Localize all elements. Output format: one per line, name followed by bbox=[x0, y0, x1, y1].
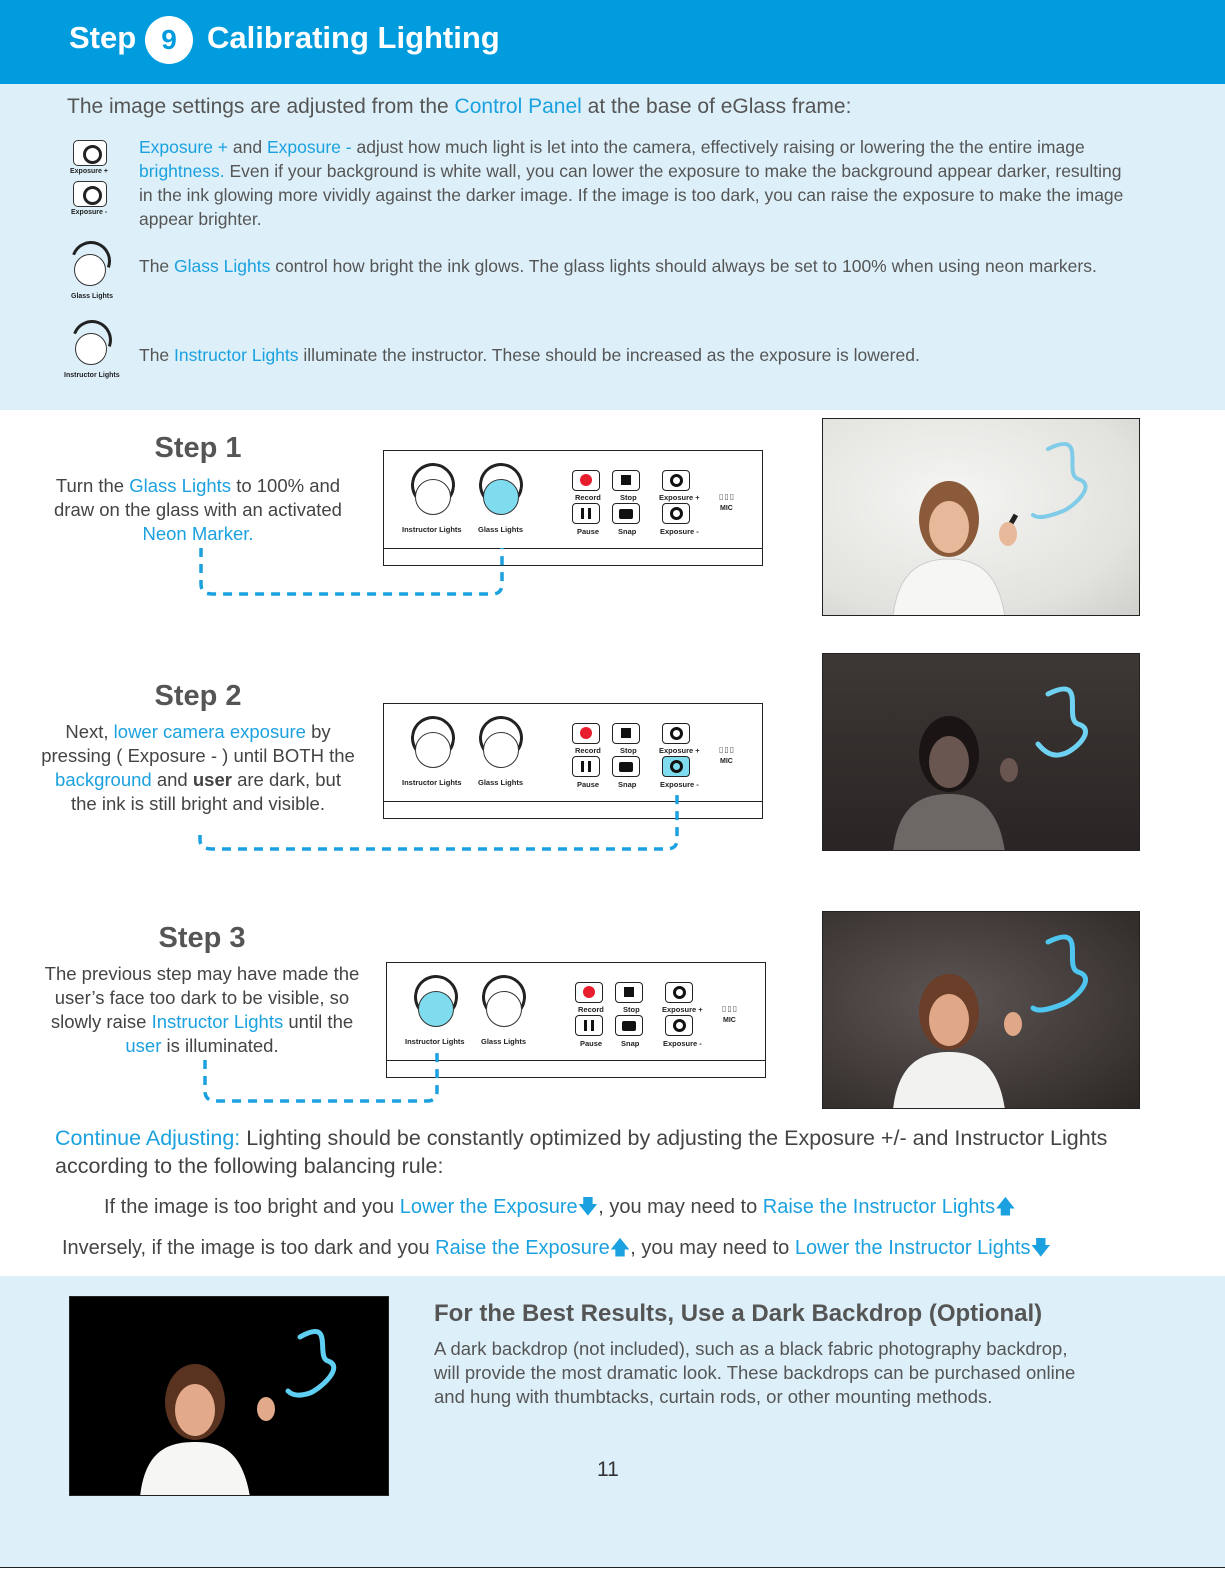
s2-kw-lower-exposure: lower camera exposure bbox=[113, 721, 306, 742]
header-step-word: Step bbox=[69, 20, 137, 55]
mic-label: MIC bbox=[720, 758, 733, 765]
kw-exposure-minus: Exposure - bbox=[266, 137, 352, 157]
backdrop-text: A dark backdrop (not included), such as a black fabric photography backdrop, will provide the most dramatic look. These backdrops can be purchased online and hung with thumbtacks, curtain rods, or other mounting methods. bbox=[434, 1338, 1076, 1407]
rule2-pre: Inversely, if the image is too dark and you bbox=[62, 1237, 430, 1259]
step-3-photo-illustration bbox=[823, 912, 1140, 1109]
instructor-pre: The bbox=[139, 345, 170, 365]
page-title: Calibrating Lighting bbox=[207, 20, 500, 55]
s1-kw-glass-lights: Glass Lights bbox=[129, 475, 232, 496]
step-3-connector bbox=[205, 1052, 437, 1101]
dark-backdrop-photo bbox=[69, 1296, 389, 1496]
exposure-text-1: adjust how much light is let into the camera, effectively raising or lowering the the entire image bbox=[356, 137, 1085, 157]
exposure-minus-label: Exposure - bbox=[660, 780, 699, 789]
rule-line-2 bbox=[62, 1233, 1051, 1267]
glass-lights-label: Glass Lights bbox=[478, 525, 524, 534]
intro-line-post: at the base of eGlass frame: bbox=[587, 95, 852, 118]
glass-pre: The bbox=[139, 256, 170, 276]
s3-kw-instructor-lights: Instructor Lights bbox=[151, 1011, 284, 1032]
mic-label: MIC bbox=[723, 1017, 736, 1024]
exposure-minus-icon-label: Exposure - bbox=[71, 209, 108, 216]
step-3-title: Step 3 bbox=[158, 922, 246, 954]
kw-instructor-lights: Instructor Lights bbox=[174, 345, 299, 365]
step-1-connector bbox=[201, 548, 502, 594]
step-3-photo bbox=[822, 911, 1140, 1109]
glass-lights-label: Glass Lights bbox=[478, 778, 524, 787]
intro-line-pre: The image settings are adjusted from the bbox=[67, 95, 449, 118]
record-label: Record bbox=[575, 746, 601, 755]
s2-t3: and bbox=[156, 769, 188, 790]
continue-adjusting-paragraph bbox=[55, 1124, 1155, 1180]
arrow-up-icon: 🡅 bbox=[995, 1196, 1016, 1218]
bottom-rule bbox=[0, 1567, 1225, 1568]
step-2-connector bbox=[200, 795, 677, 849]
record-label: Record bbox=[575, 493, 601, 502]
s2-kw-background: background bbox=[55, 769, 152, 790]
instructor-lights-icon-label: Instructor Lights bbox=[64, 372, 120, 379]
instructor-lights-label: Instructor Lights bbox=[402, 778, 462, 787]
s3-t1: The previous step may have made the user’s face too dark to be visible, so slowly raise bbox=[44, 963, 360, 1032]
s3-kw-user: user bbox=[125, 1035, 162, 1056]
exposure-plus-label: Exposure + bbox=[662, 1005, 703, 1014]
text-and: and bbox=[232, 137, 263, 157]
continue-text: Lighting should be constantly optimized by adjusting the Exposure +/- and Instructor Lights according to the following balancing rule: bbox=[55, 1126, 1108, 1178]
pause-label: Pause bbox=[577, 780, 600, 789]
kw-glass-lights: Glass Lights bbox=[174, 256, 271, 276]
instructor-lights-label: Instructor Lights bbox=[405, 1037, 465, 1046]
exposure-text-2: Even if your background is white wall, you can lower the exposure to make the background appear darker, resulting in the ink glowing more vividly against the darker image. If the image is too dark, you can raise the exposure to make the image appear brighter. bbox=[139, 161, 1124, 229]
instructor-post: illuminate the instructor. These should be increased as the exposure is lowered. bbox=[303, 345, 920, 365]
step-2-photo bbox=[822, 653, 1140, 851]
snap-label: Snap bbox=[618, 527, 637, 536]
rule1-mid: , you may need to bbox=[598, 1196, 758, 1218]
rule-line-1 bbox=[104, 1192, 1016, 1226]
snap-label: Snap bbox=[618, 780, 637, 789]
step-1-title: Step 1 bbox=[154, 432, 242, 464]
step-1-photo bbox=[822, 418, 1140, 616]
rule1-pre: If the image is too bright and you bbox=[104, 1196, 395, 1218]
exposure-plus-label: Exposure + bbox=[659, 746, 700, 755]
stop-label: Stop bbox=[620, 746, 637, 755]
mic-dots-icon: ▯▯▯ bbox=[719, 492, 736, 501]
header-step-number: 9 bbox=[145, 16, 193, 64]
glass-lights-icon-label: Glass Lights bbox=[71, 293, 114, 300]
arrow-down-icon: 🡇 bbox=[577, 1196, 599, 1218]
mic-dots-icon: ▯▯▯ bbox=[722, 1004, 739, 1013]
page-number: 11 bbox=[597, 1458, 619, 1481]
exposure-plus-icon-label: Exposure + bbox=[70, 168, 108, 175]
arrow-down-icon: 🡇 bbox=[1030, 1237, 1052, 1259]
exposure-minus-label: Exposure - bbox=[660, 527, 699, 536]
rule2-mid: , you may need to bbox=[630, 1237, 790, 1259]
mic-dots-icon: ▯▯▯ bbox=[719, 745, 736, 754]
glass-post: control how bright the ink glows. The glass lights should always be set to 100% when using neon markers. bbox=[275, 256, 1097, 276]
record-label: Record bbox=[578, 1005, 604, 1014]
rule1-kw-raise-instructor: Raise the Instructor Lights bbox=[762, 1196, 996, 1218]
stop-label: Stop bbox=[620, 493, 637, 502]
mic-label: MIC bbox=[720, 505, 733, 512]
exposure-plus-label: Exposure + bbox=[659, 493, 700, 502]
control-panel-keyword: Control Panel bbox=[454, 95, 582, 118]
s2-t1: Next, bbox=[65, 721, 109, 742]
rule2-kw-lower-instructor: Lower the Instructor Lights bbox=[794, 1237, 1031, 1259]
rule2-kw-raise-exposure: Raise the Exposure bbox=[435, 1237, 610, 1259]
s1-t1: Turn the bbox=[55, 475, 125, 496]
s2-t2: by pressing ( Exposure - ) until BOTH the bbox=[41, 721, 355, 766]
stop-label: Stop bbox=[623, 1005, 640, 1014]
s2-t4: are dark, but the ink is still bright and visible. bbox=[71, 769, 341, 814]
s3-t3: is illuminated. bbox=[166, 1035, 279, 1056]
step-2-photo-illustration bbox=[823, 654, 1140, 851]
exposure-minus-label: Exposure - bbox=[663, 1039, 702, 1048]
s3-t2: until the bbox=[288, 1011, 354, 1032]
dark-backdrop-photo-illustration bbox=[70, 1297, 389, 1496]
snap-label: Snap bbox=[621, 1039, 640, 1048]
kw-continue-adjusting: Continue Adjusting: bbox=[55, 1126, 241, 1150]
rule1-kw-lower-exposure: Lower the Exposure bbox=[399, 1196, 578, 1218]
step-1-photo-illustration bbox=[823, 419, 1140, 616]
glass-lights-label: Glass Lights bbox=[481, 1037, 527, 1046]
arrow-up-icon: 🡅 bbox=[609, 1237, 631, 1259]
s1-kw-neon-marker: Neon Marker. bbox=[142, 523, 254, 544]
kw-exposure-plus: Exposure + bbox=[139, 137, 229, 157]
s2-bold-user: user bbox=[192, 769, 232, 790]
s1-t2: to 100% and draw on the glass with an activated bbox=[54, 475, 342, 520]
instructor-lights-label: Instructor Lights bbox=[402, 525, 462, 534]
kw-brightness: brightness. bbox=[139, 161, 225, 181]
pause-label: Pause bbox=[580, 1039, 603, 1048]
backdrop-title: For the Best Results, Use a Dark Backdrop (Optional) bbox=[434, 1300, 1043, 1327]
pause-label: Pause bbox=[577, 527, 600, 536]
step-2-title: Step 2 bbox=[154, 680, 242, 712]
